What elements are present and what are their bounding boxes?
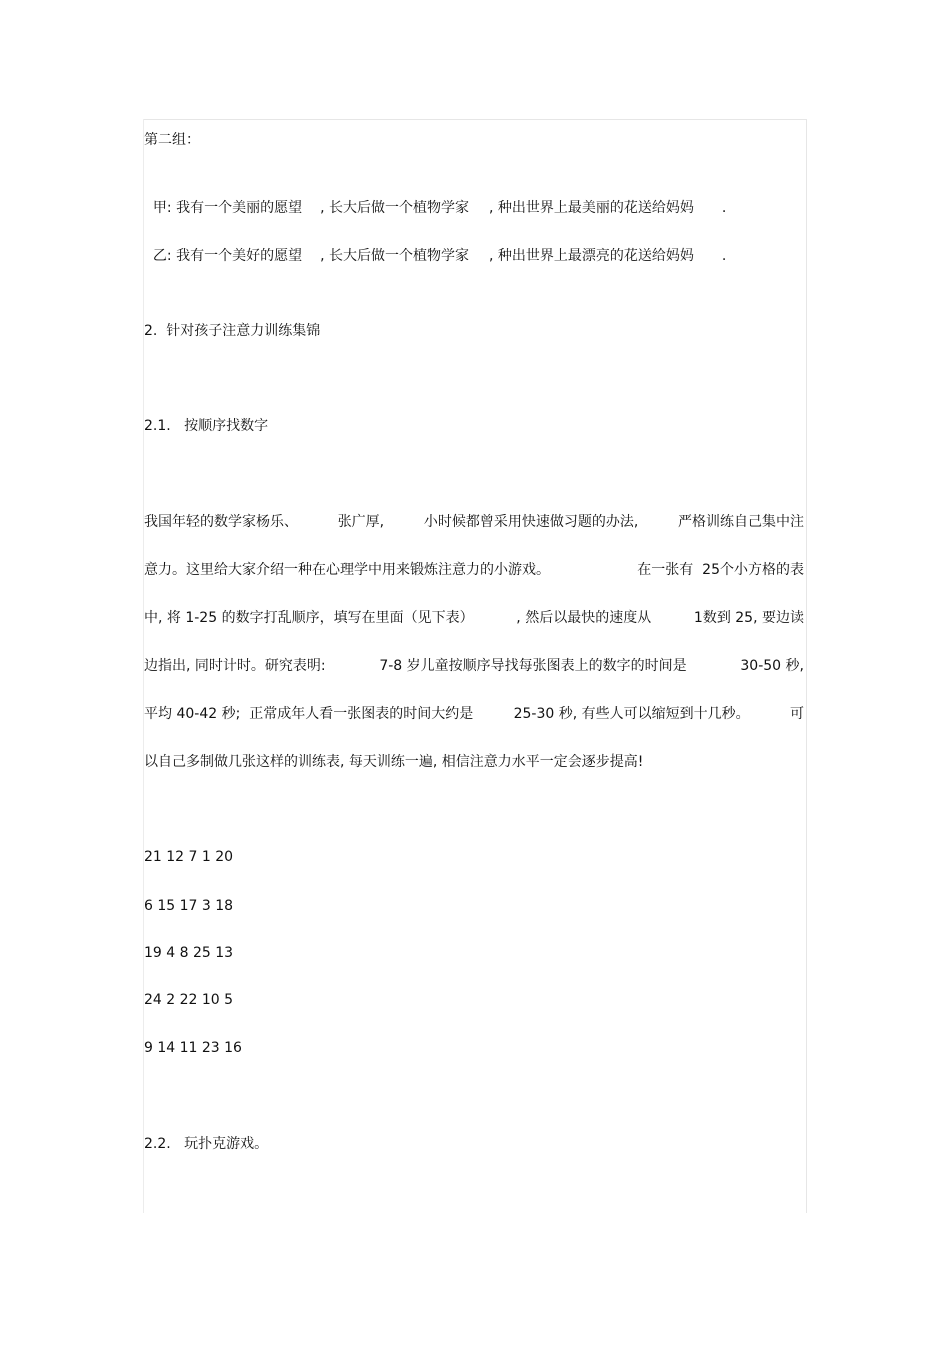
- paragraph-line: [144, 704, 804, 724]
- sentence-a-part: , 种出世界上最美丽的花送给妈妈: [488, 200, 694, 216]
- paragraph-line: [144, 560, 804, 580]
- number-grid-row: 19 4 8 25 13: [144, 945, 234, 961]
- paragraph-line: [144, 512, 804, 532]
- section-heading-2: 2. 针对孩子注意力训练集锦: [144, 323, 321, 339]
- paragraph-segment: 中, 将 1-25 的数字打乱顺序，填写在里面（见下表）: [144, 610, 474, 626]
- paragraph-segment: 严格训练自己集中注: [677, 514, 804, 530]
- number-grid-row: 24 2 22 10 5: [144, 992, 234, 1008]
- paragraph-segment: 边指出, 同时计时。研究表明:: [144, 658, 326, 674]
- paragraph-segment: 张广厚,: [337, 514, 385, 530]
- sentence-a-part: , 长大后做一个植物学家: [320, 200, 469, 216]
- paragraph-segment: 可: [789, 706, 804, 722]
- paragraph-segment: 1数到 25, 要边读: [693, 610, 804, 626]
- paragraph-line: [144, 608, 804, 628]
- sentence-b-part: .: [721, 248, 727, 264]
- section-heading-2-2: 2.2. 玩扑克游戏。: [144, 1136, 269, 1152]
- section-heading-2-1: 2.1. 按顺序找数字: [144, 418, 269, 434]
- group-label: 第二组：: [144, 132, 200, 148]
- sentence-a-part: 甲: 我有一个美丽的愿望: [152, 200, 303, 216]
- paragraph-segment: 25-30 秒, 有些人可以缩短到十几秒。: [513, 706, 750, 722]
- sentence-b: [144, 226, 726, 266]
- sentence-a-part: .: [721, 200, 727, 216]
- number-grid-row: 21 12 7 1 20: [144, 849, 234, 865]
- page-frame-right: [806, 119, 807, 1213]
- paragraph-segment: 30-50 秒,: [740, 658, 804, 674]
- paragraph-segment: 7-8 岁儿童按顺序导找每张图表上的数字的时间是: [379, 658, 687, 674]
- paragraph-segment: 小时候都曾采用快速做习题的办法,: [423, 514, 639, 530]
- page-frame-top: [143, 119, 807, 120]
- paragraph-segment: , 然后以最快的速度从: [516, 610, 652, 626]
- sentence-a: [144, 178, 726, 218]
- paragraph-line: [144, 656, 804, 676]
- number-grid-row: 6 15 17 3 18: [144, 898, 234, 914]
- paragraph-segment: 在一张有 25个小方格的表: [637, 562, 804, 578]
- paragraph-segment: 我国年轻的数学家杨乐、: [144, 514, 298, 530]
- paragraph-segment: 平均 40-42 秒; 正常成年人看一张图表的时间大约是: [144, 706, 474, 722]
- sentence-b-part: , 长大后做一个植物学家: [320, 248, 469, 264]
- sentence-b-part: , 种出世界上最漂亮的花送给妈妈: [488, 248, 694, 264]
- number-grid-row: 9 14 11 23 16: [144, 1040, 242, 1056]
- paragraph-segment: 意力。这里给大家介绍一种在心理学中用来锻炼注意力的小游戏。: [144, 562, 550, 578]
- paragraph-line-last: 以自己多制做几张这样的训练表, 每天训练一遍, 相信注意力水平一定会逐步提高!: [144, 754, 644, 770]
- sentence-b-part: 乙: 我有一个美好的愿望: [152, 248, 303, 264]
